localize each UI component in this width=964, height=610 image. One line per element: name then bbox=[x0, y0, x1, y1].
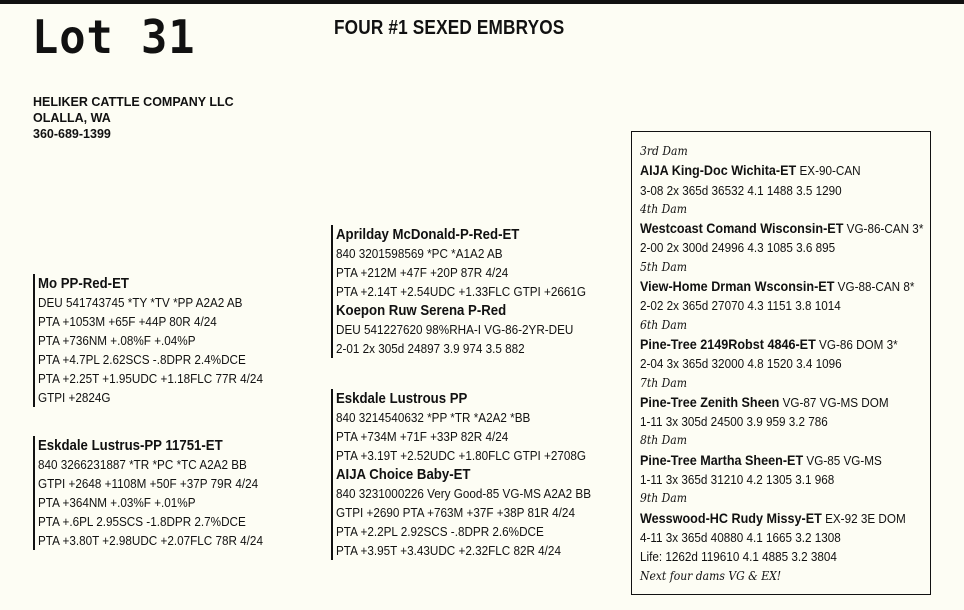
dam-name: Pine-Tree Zenith Sheen bbox=[640, 393, 780, 410]
dam-label: 3rd Dam bbox=[640, 144, 688, 158]
sire2-line: GTPI +2648 +1108M +50F +37P 79R 4/24 bbox=[38, 476, 259, 491]
sire-line: PTA +1053M +65F +44P 80R 4/24 bbox=[38, 314, 217, 329]
dam2-dam-line: 840 3231000226 Very Good-85 VG-MS A2A2 BB bbox=[336, 486, 592, 501]
sire2-line: 840 3266231887 *TR *PC *TC A2A2 BB bbox=[38, 457, 247, 472]
dam-name: View-Home Drman Wsconsin-ET bbox=[640, 278, 835, 295]
dam2-line: 840 3214540632 *PP *TR *A2A2 *BB bbox=[336, 410, 531, 425]
sire2-entry bbox=[33, 436, 294, 550]
sire-entry bbox=[33, 274, 294, 407]
dam2-line: PTA +3.19T +2.52UDC +1.80FLC GTPI +2708G bbox=[336, 448, 586, 463]
dam2-entry bbox=[331, 389, 626, 465]
sire-line: GTPI +2824G bbox=[38, 390, 111, 405]
dam2-dam-name: AIJA Choice Baby-ET bbox=[336, 466, 471, 483]
sire2-line: PTA +3.80T +2.98UDC +2.07FLC 78R 4/24 bbox=[38, 533, 263, 548]
dam1-entry bbox=[331, 225, 620, 301]
dam-label: 4th Dam bbox=[640, 201, 687, 216]
dam-record: 3-08 2x 365d 36532 4.1 1488 3.5 1290 bbox=[640, 182, 842, 198]
dam1-name: Aprilday McDonald-P-Red-ET bbox=[336, 226, 520, 243]
consignor-info bbox=[33, 94, 234, 142]
dam2-line: PTA +734M +71F +33P 82R 4/24 bbox=[336, 429, 509, 444]
dam1-line: 840 3201598569 *PC *A1A2 AB bbox=[336, 246, 503, 261]
sire-line: PTA +736NM +.08%F +.04%P bbox=[38, 333, 196, 348]
dam-name-row bbox=[640, 335, 923, 354]
dam-label: 9th Dam bbox=[640, 491, 687, 506]
dam-label: 6th Dam bbox=[640, 317, 687, 332]
dam-record: 4-11 3x 365d 40880 4.1 1665 3.2 1308 bbox=[640, 529, 841, 545]
sire-block bbox=[33, 274, 294, 407]
dam-record: 2-04 3x 365d 32000 4.8 1520 3.4 1096 bbox=[640, 356, 842, 372]
dam1-dam-line: 2-01 2x 305d 24897 3.9 974 3.5 882 bbox=[336, 341, 525, 356]
dam-pedigree-list bbox=[640, 142, 955, 586]
sire2-name: Eskdale Lustrus-PP 11751-ET bbox=[38, 437, 223, 454]
dam1-dam-line: DEU 541227620 98%RHA-I VG-86-2YR-DEU bbox=[336, 322, 574, 337]
dam-name-row bbox=[640, 451, 923, 470]
dam-record: 1-11 3x 365d 31210 4.2 1305 3.1 968 bbox=[640, 472, 835, 488]
dam-class: EX-90-CAN bbox=[799, 163, 861, 179]
dam2-dam-entry bbox=[331, 465, 626, 560]
dam-name: AIJA King-Doc Wichita-ET bbox=[640, 162, 797, 179]
dam-name: Pine-Tree 2149Robst 4846-ET bbox=[640, 335, 816, 352]
sire-line: DEU 541743745 *TY *TV *PP A2A2 AB bbox=[38, 295, 243, 310]
dam-label: 5th Dam bbox=[640, 259, 687, 274]
dam-label: 7th Dam bbox=[640, 375, 687, 390]
sire-line: PTA +4.7PL 2.62SCS -.8DPR 2.4%DCE bbox=[38, 352, 246, 367]
dam-class: EX-92 3E DOM bbox=[825, 510, 906, 526]
dam-class: VG-85 VG-MS bbox=[806, 452, 882, 468]
dam-name: Pine-Tree Martha Sheen-ET bbox=[640, 451, 804, 468]
dam-name-row bbox=[640, 219, 923, 238]
sire2-line: PTA +364NM +.03%F +.01%P bbox=[38, 495, 196, 510]
dam-class: VG-86-CAN 3* bbox=[846, 221, 924, 237]
dam-class: VG-88-CAN 8* bbox=[837, 279, 915, 295]
dam1-dam-name: Koepon Ruw Serena P-Red bbox=[336, 302, 507, 319]
consignor-name: HELIKER CATTLE COMPANY LLC bbox=[33, 95, 234, 109]
dam-name-row bbox=[640, 277, 923, 296]
sire2-line: PTA +.6PL 2.95SCS -1.8DPR 2.7%DCE bbox=[38, 514, 246, 529]
life-record: Life: 1262d 119610 4.1 4885 3.2 3804 bbox=[640, 549, 837, 565]
consignor-location: OLALLA, WA bbox=[33, 111, 111, 125]
consignor-phone: 360-689-1399 bbox=[33, 127, 111, 141]
dam1-line: PTA +212M +47F +20P 87R 4/24 bbox=[336, 265, 509, 280]
dam-class: VG-86 DOM 3* bbox=[819, 336, 898, 352]
dam-name-row bbox=[640, 161, 923, 180]
dam-name-row bbox=[640, 509, 923, 528]
dam2-dam-line: PTA +3.95T +3.43UDC +2.32FLC 82R 4/24 bbox=[336, 543, 561, 558]
sire-name: Mo PP-Red-ET bbox=[38, 275, 129, 292]
lot-number: Lot 31 bbox=[32, 10, 196, 64]
dam1-block bbox=[331, 225, 620, 358]
dam-record: 2-00 2x 300d 24996 4.3 1085 3.6 895 bbox=[640, 240, 836, 256]
dam2-block bbox=[331, 389, 626, 560]
dam-name-row bbox=[640, 393, 923, 412]
dam2-dam-line: PTA +2.2PL 2.92SCS -.8DPR 2.6%DCE bbox=[336, 524, 544, 539]
dam1-line: PTA +2.14T +2.54UDC +1.33FLC GTPI +2661G bbox=[336, 284, 586, 299]
dam-label: 8th Dam bbox=[640, 433, 687, 448]
dam2-name: Eskdale Lustrous PP bbox=[336, 390, 468, 407]
dam1-dam-entry bbox=[331, 301, 620, 358]
dam-record: 1-11 3x 305d 24500 3.9 959 3.2 786 bbox=[640, 414, 828, 430]
headline: FOUR #1 SEXED EMBRYOS bbox=[334, 17, 565, 39]
dam2-dam-line: GTPI +2690 PTA +763M +37F +38P 81R 4/24 bbox=[336, 505, 575, 520]
dam-name: Westcoast Comand Wisconsin-ET bbox=[640, 220, 844, 237]
dam-record: 2-02 2x 365d 27070 4.3 1151 3.8 1014 bbox=[640, 298, 841, 314]
sire-line: PTA +2.25T +1.95UDC +1.18FLC 77R 4/24 bbox=[38, 371, 263, 386]
top-rule bbox=[0, 0, 964, 4]
dam-class: VG-87 VG-MS DOM bbox=[782, 394, 889, 410]
sire2-block bbox=[33, 436, 294, 550]
dam-name: Wesswood-HC Rudy Missy-ET bbox=[640, 509, 822, 526]
footnote: Next four dams VG & EX! bbox=[640, 568, 782, 583]
